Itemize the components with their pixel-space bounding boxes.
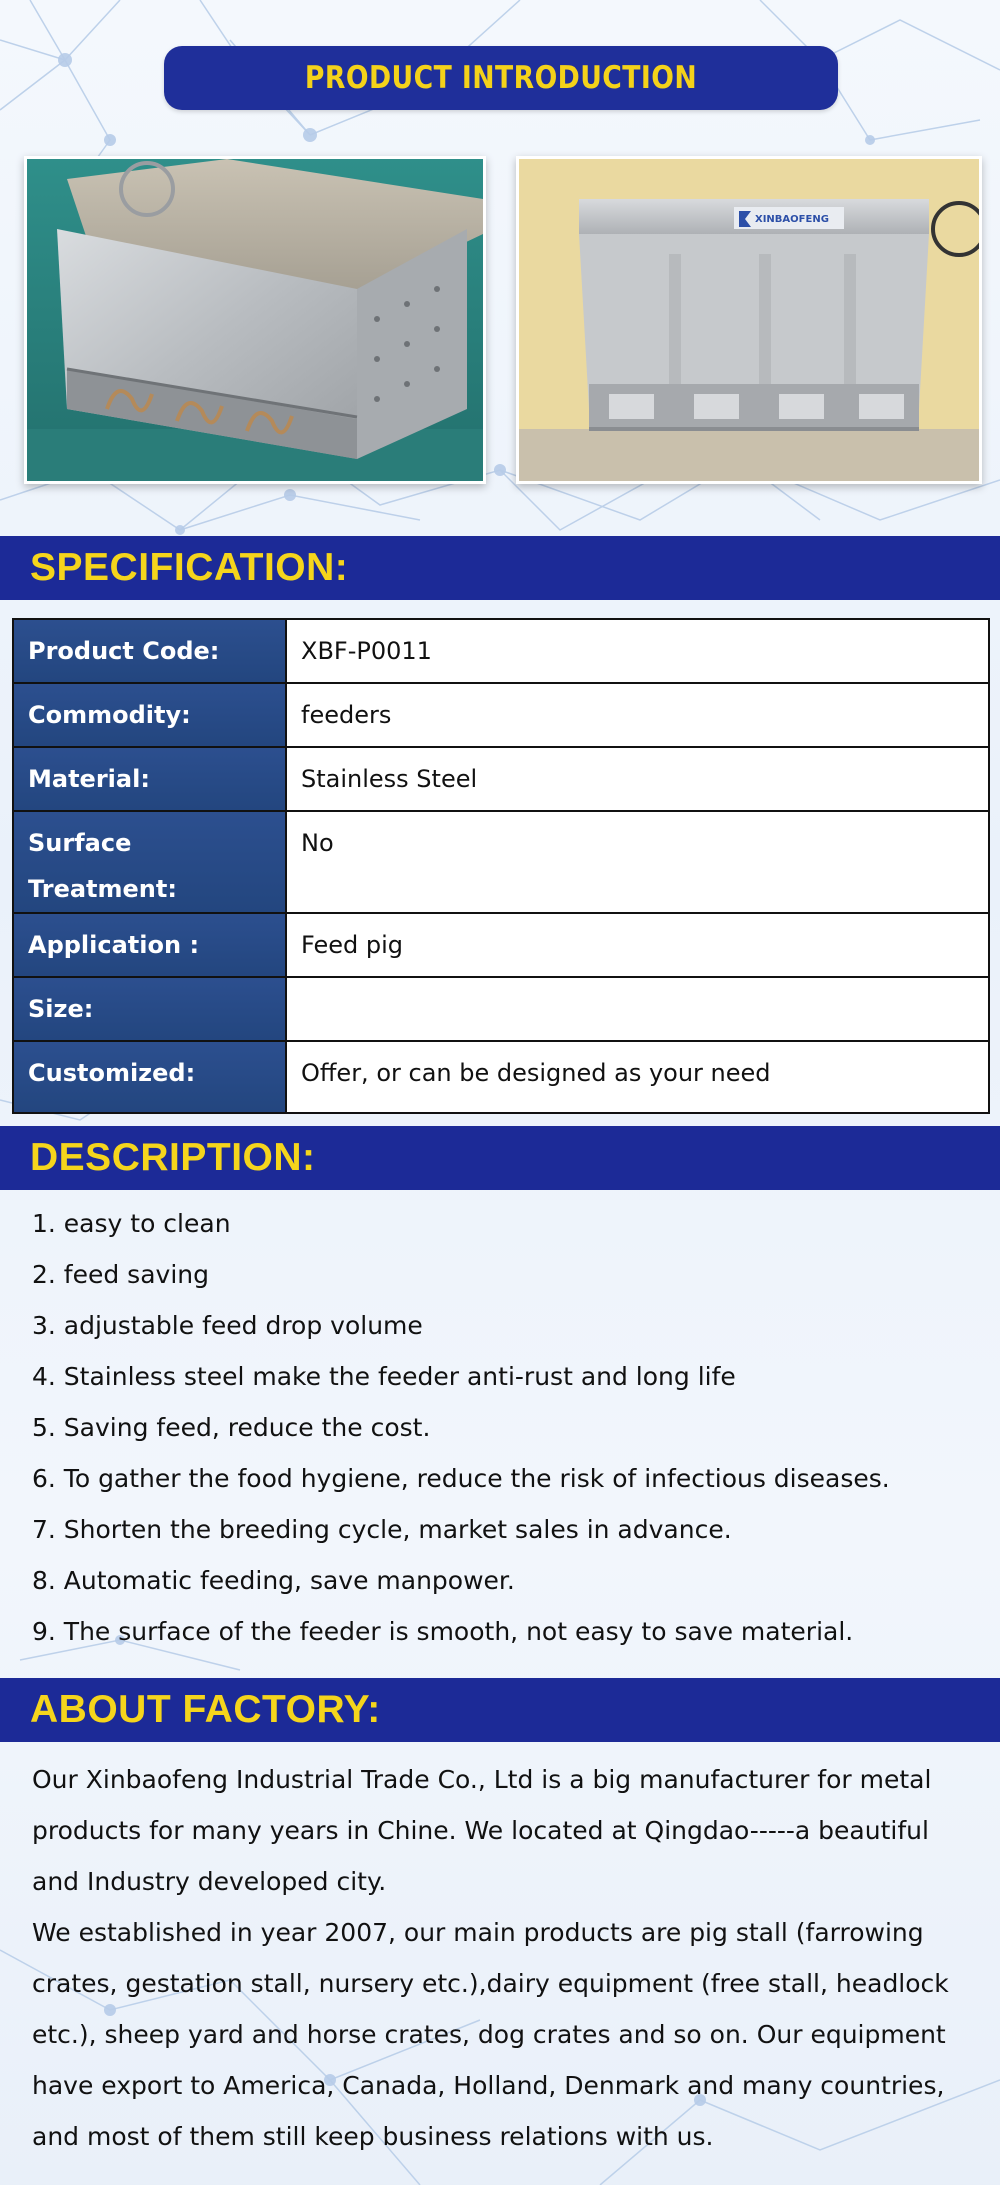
description-title: DESCRIPTION: <box>30 1136 316 1179</box>
spec-key: Size: <box>13 977 286 1041</box>
feeder-photo-side <box>24 156 486 484</box>
about-paragraph: Our Xinbaofeng Industrial Trade Co., Ltd is a big manufacturer for metal products for many years in Chine. We located at Qingdao-----a beautiful and Industry developed city. <box>32 1765 932 1896</box>
table-row <box>13 977 989 1041</box>
list-item: 7. Shorten the breeding cycle, market sales in advance. <box>32 1515 732 1544</box>
spec-key: Product Code: <box>13 619 286 683</box>
list-item: 2. feed saving <box>32 1260 209 1289</box>
list-item: 4. Stainless steel make the feeder anti-rust and long life <box>32 1362 736 1391</box>
feeder-photo-front <box>516 156 982 484</box>
spec-key: Commodity: <box>13 683 286 747</box>
list-item: 5. Saving feed, reduce the cost. <box>32 1413 431 1442</box>
spec-key: Customized: <box>13 1041 286 1113</box>
brand-label: XINBAOFENG <box>755 214 829 225</box>
spec-value: Feed pig <box>286 913 989 977</box>
specification-section-bar <box>0 536 1000 600</box>
table-row <box>13 811 989 913</box>
table-row <box>13 913 989 977</box>
spec-key: Material: <box>13 747 286 811</box>
list-item: 6. To gather the food hygiene, reduce the risk of infectious diseases. <box>32 1464 890 1493</box>
spec-value: feeders <box>286 683 989 747</box>
table-row <box>13 747 989 811</box>
about-factory-section-bar <box>0 1678 1000 1742</box>
product-introduction-title: PRODUCT INTRODUCTION <box>304 60 698 96</box>
about-paragraph: We established in year 2007, our main products are pig stall (farrowing crates, gestation stall, nursery etc.),dairy equipment (free stall, headlock etc.), sheep yard and horse crates, dog crates and so on. Our equipment have export to America, Canada, Holland, Denmark and many countries, and most of them still keep business relations with us. <box>32 1918 949 2151</box>
spec-value: XBF-P0011 <box>286 619 989 683</box>
product-introduction-banner <box>164 46 838 110</box>
list-item: 8. Automatic feeding, save manpower. <box>32 1566 515 1595</box>
spec-key: Application : <box>13 913 286 977</box>
about-factory-title: ABOUT FACTORY: <box>30 1688 381 1731</box>
list-item: 9. The surface of the feeder is smooth, not easy to save material. <box>32 1617 854 1646</box>
description-section-bar <box>0 1126 1000 1190</box>
description-list <box>32 1198 890 1657</box>
spec-value <box>286 977 989 1041</box>
specification-title: SPECIFICATION: <box>30 546 349 589</box>
table-row <box>13 683 989 747</box>
about-factory-text <box>32 1754 977 2162</box>
spec-value: Stainless Steel <box>286 747 989 811</box>
list-item: 3. adjustable feed drop volume <box>32 1311 423 1340</box>
table-row <box>13 1041 989 1113</box>
spec-key: Surface Treatment: <box>13 811 286 913</box>
spec-value: No <box>286 811 989 913</box>
specification-table <box>12 618 990 1114</box>
list-item: 1. easy to clean <box>32 1209 231 1238</box>
spec-value: Offer, or can be designed as your need <box>286 1041 989 1113</box>
table-row <box>13 619 989 683</box>
